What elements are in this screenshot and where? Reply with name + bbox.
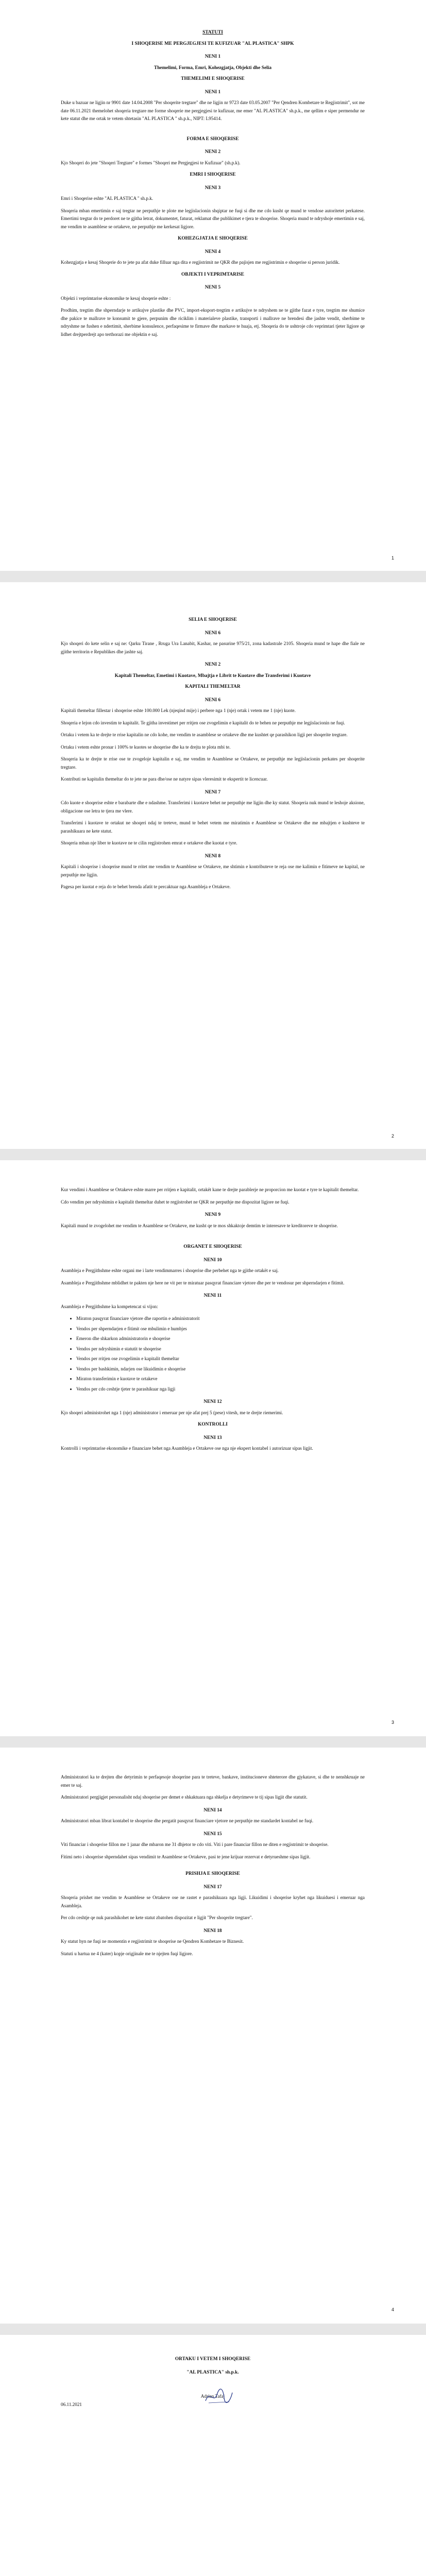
list-item: • Emeron dhe shkarkon administratorin e shoqerise — [76, 1335, 365, 1343]
list-item: • Vendos per cdo ceshtje tjeter te parashikuar nga ligji — [76, 1385, 365, 1394]
page-2 — [0, 582, 426, 1149]
page-separator — [0, 1149, 426, 1160]
paragraph: Asambleja e Pergjithshme mblidhet te pakten nje here ne vit per te miratuar pasqyrat financiare vjetore dhe per te vendosur per shperndarjen e fitimit. — [61, 1280, 345, 1285]
article-heading: NENI 1 — [205, 89, 221, 95]
competence-list — [76, 1315, 365, 1393]
sole-partner-title: ORTAKU I VETEM I SHOQERISE — [175, 2357, 251, 2362]
section-heading: THEMELIMI E SHOQERISE — [181, 76, 245, 81]
page-number: 4 — [391, 2307, 395, 2312]
paragraph: Shoqeria mban emertimin e saj tregtar ne perputhje te plote me legjislacionin shqiptar ne fuqi si dhe me cdo kusht qe mund te vendose autoritetet perkatese. Emertimi tregtar do te perdoret ne te gjitha letrat, dokumentet, faturat, reklamat dhe publikimet e tjera te shoqerise. Shoqeria mund te ndryshoje emertimin e saj, me vendim te asamblese se ortakeve, ne perputhje me kerkesat ligjore. — [61, 208, 365, 229]
paragraph: Kur vendimi i Asamblese se Ortakeve eshte marre per rritjen e kapitalit, ortakët kane te drejte parablerje ne proporcion me kuotat e tyre te kapitalit themeltar. — [61, 1187, 359, 1192]
article-heading: NENI 7 — [205, 789, 221, 795]
paragraph: Shoqeria prishet me vendim te Asamblese se Ortakeve ose ne rastet e parashikuara nga ligji. Likuidimi i shoqerise kryhet nga likuiduesi i emeruar nga Asambleja. — [61, 1895, 365, 1908]
administrator-name: Adrian Tafaj — [200, 2394, 225, 2399]
paragraph: Statuti u hartua ne 4 (kater) kopje origjinale me te njejten fuqi ligjore. — [61, 1951, 193, 1956]
page-5-content — [61, 2355, 365, 2377]
section-heading: KAPITALI THEMELTAR — [185, 684, 241, 689]
document-date: 06.11.2021 — [61, 2402, 82, 2407]
list-item: • Vendos per bashkimin, ndarjen ose likuidimin e shoqerise — [76, 1365, 365, 1374]
article-heading: NENI 2 — [205, 662, 221, 667]
page-2-content — [61, 613, 365, 895]
section-heading: ORGANET E SHOQERISE — [183, 1244, 242, 1249]
paragraph: Kjo shoqeri administrohet nga 1 (nje) administrator i emeruar per nje afat prej 5 (pese) vitesh, me te drejte riemerimi. — [61, 1410, 283, 1415]
paragraph: Shoqeria ka te drejte te rrise ose te zvogeloje kapitalin e saj, me vendim te Asamblese se Ortakeve, ne perputhje me legjislacionin perkates per shoqerite tregtare. — [61, 756, 365, 770]
section-heading: SELIA E SHOQERISE — [189, 617, 237, 622]
paragraph: Kjo Shoqeri do jete "Shoqeri Tregtare" e formes "Shoqeri me Pergjegjesi te Kufizuar" (sh.p.k). — [61, 160, 241, 165]
paragraph: Fitimi neto i shoqerise shperndahet sipas vendimit te Asamblese se Ortakeve, pasi te jene krijuar rezervat e detyrueshme sipas ligjit. — [61, 1854, 311, 1859]
paragraph: Viti financiar i shoqerise fillon me 1 janar dhe mbaron me 31 dhjetor te cdo viti. Viti i pare financiar fillon ne diten e regjistrimit te shoqerise. — [61, 1842, 329, 1847]
paragraph: Ortaku i vetem ka te drejte te rrise kapitalin ne cdo kohe, me vendim te asamblese se ortakeve dhe me kushtet qe parashikon ligji per shoqerite tregtare. — [61, 732, 348, 737]
section-heading: PRISHJA E SHOQERISE — [185, 1871, 240, 1876]
paragraph: Shoqeria mban nje liber te kuotave ne te cilin regjistrohen emrat e ortakeve dhe kuotat e tyre. — [61, 840, 237, 845]
article-heading: NENI 2 — [205, 149, 221, 155]
article-heading: NENI 6 — [205, 630, 221, 636]
article-heading: NENI 18 — [203, 1928, 222, 1934]
list-item: • Vendos per shperndarjen e fitimit ose mbulimin e humbjes — [76, 1325, 365, 1333]
list-item: • Vendos per rritjen ose zvogelimin e kapitalit themeltar — [76, 1355, 365, 1363]
paragraph: Ortaku i vetem eshte pronar i 100% te kuotes se shoqerise dhe ka te drejta te plota mbi te. — [61, 744, 231, 750]
article-heading: NENI 6 — [205, 697, 221, 703]
paragraph: Kapitali i shoqerise i shoqerise mund te rritet me vendim te Asamblese se Ortakeve, me shtimin e kontributeve te reja ose me kalimin e fitimeve ne kapital, ne perputhje me ligjin. — [61, 864, 365, 877]
list-item: • Vendos per ndryshimin e statutit te shoqerise — [76, 1345, 365, 1353]
paragraph: Asambleja e Pergjithshme eshte organi me i larte vendimmarres i shoqerise dhe perbehet nga te gjithe ortakët e saj. — [61, 1268, 279, 1273]
section-heading: EMRI I SHOQERISE — [190, 172, 236, 177]
paragraph: Kapitali mund te zvogelohet me vendim te Asamblese se Ortakeve, me kusht qe te mos shkaktoje demtim te interesave te kreditoreve te shoqerise. — [61, 1223, 338, 1228]
paragraph: Shoqeria e lejon cdo investim te kapitalit. Te gjitha investimet per rritjen ose zvogelimin e kapitalit do te behen ne perputhje me legjislacionin ne fuqi. — [61, 720, 345, 725]
paragraph: Kohezgjatja e kesaj Shoqerie do te jete pa afat duke filluar nga dita e regjistrimit ne QKR dhe pajisjen me regjistrimin e shoqerise si person juridik. — [61, 260, 340, 265]
article-heading: NENI 5 — [205, 285, 221, 290]
paragraph: Administratori mban librat kontabel te shoqerise dhe pergatit pasqyrat financiare vjetore ne perputhje me standardet kontabel ne fuqi. — [61, 1818, 314, 1823]
paragraph: Kjo shoqeri do kete selin e saj ne: Qarku Tirane , Rruga Ura Lanabit, Kashar, ne pasurine 975/21, zona kadastrale 2105. Shoqeria mund te hape dhe fiale ne gjithe territorin e Republikes dhe jashte saj. — [61, 641, 365, 654]
section-heading: KONTROLLI — [198, 1422, 228, 1427]
page-1 — [0, 0, 426, 571]
page-5 — [0, 2335, 426, 2576]
article-heading: NENI 8 — [205, 853, 221, 859]
article-heading: NENI 15 — [203, 1831, 222, 1837]
paragraph: Asambleja e Pergjithshme ka kompetencat si vijon: — [61, 1303, 158, 1309]
paragraph: Administratori ka te drejten dhe detyrimin te perfaqesoje shoqerine para te treteve, bankave, institucioneve shteterore dhe gjykatave, si dhe te nenshkruaje ne emer te saj. — [61, 1774, 365, 1788]
article-heading: NENI 14 — [203, 1807, 222, 1813]
page-separator — [0, 571, 426, 582]
page-4 — [0, 1748, 426, 2324]
paragraph: Per cdo ceshtje qe nuk parashikohet ne kete statut zbatohen dispozitat e ligjit "Per shoqerite tregtare". — [61, 1915, 253, 1920]
paragraph: Emri i Shoqerise eshte "AL PLASTICA " sh.p.k. — [61, 196, 154, 201]
article-heading: NENI 9 — [205, 1212, 221, 1217]
section-heading: FORMA E SHOQERISE — [186, 136, 239, 142]
signature-icon — [200, 2386, 234, 2407]
page-separator — [0, 1736, 426, 1748]
section-heading: OBJEKTI I VEPRIMTARISE — [181, 272, 245, 277]
page-1-content — [61, 26, 365, 343]
page-3 — [0, 1160, 426, 1736]
article-heading: NENI 13 — [203, 1435, 222, 1440]
page-3-content — [61, 1186, 365, 1457]
section-heading: Kapitali Themeltar, Emetimi i Kuotave, Mbajtja e Librit te Kuotave dhe Transferimi i Kuotave — [114, 673, 311, 679]
paragraph: Prodhim, tregtim dhe shperndarje te artikujve plastike dhe PVC, import-eksport-tregtim e artikujve te ndryshem ne te gjithe fazat e tyre, tregtim me shumice dhe pakice te mallrave te konsumit te gjere, perpunim dhe riciklim i materialeve plastike, transporti i mallrave ne brendesi dhe jashte vendit, sherbime te ndryshme ne fushen e ndertimit, sherbime konsulence, perfaqesime te firmave dhe markave te huaja, etj. Shoqeria do te ushtroje cdo veprimtari tjeter ligjore qe lidhet drejtperdrejt apo terthorazi me objektin e saj. — [61, 308, 365, 337]
article-heading: NENI 10 — [203, 1257, 222, 1263]
paragraph: Duke u bazuar ne ligjin nr 9901 date 14.04.2008 "Per shoqerite tregtare" dhe ne ligjin nr 9723 date 03.05.2007 "Per Qendren Kombetare te Regjistrimit", sot me date 06.11.2021 themelohet shoqeria tregtare me forme shoqerie me pergjegjesi te kufizuar, me emer "AL PLASTICA" sh.p.k., me qellim e siper permendur ne kete statut dhe me ortak te vetem shtetasin "AL PLASTICA " sh.p.k., NIPT: L95414. — [61, 100, 365, 121]
list-item: • Miraton pasqyrat financiare vjetore dhe raportin e administratorit — [76, 1315, 365, 1323]
paragraph: Kontributi ne kapitalin themeltar do te jete ne para dhe/ose ne natyre sipas vleresimit te ekspertit te licencuar. — [61, 776, 268, 782]
article-heading: NENI 12 — [203, 1399, 222, 1404]
article-heading: NENI 11 — [203, 1293, 222, 1298]
sole-partner-name: "AL PLASTICA" sh.p.k. — [186, 2369, 239, 2375]
statute-title: STATUTI — [202, 30, 223, 35]
paragraph: Pagesa per kuotat e reja do te behet brenda afatit te percaktuar nga Asambleja e Ortakeve. — [61, 884, 231, 889]
article-subtitle: Themelimi, Forma, Emri, Kohezgjatja, Objekti dhe Selia — [154, 65, 272, 71]
paragraph: Cdo vendim per ndryshimin e kapitalit themeltar duhet te regjistrohet ne QKR ne perputhje me dispozitat ligjore ne fuqi. — [61, 1199, 289, 1205]
article-heading: NENI 4 — [205, 249, 221, 255]
article-heading: NENI 1 — [205, 54, 221, 59]
paragraph: Kontrolli i veprimtarise ekonomike e financiare behet nga Asambleja e Ortakeve ose nga nje ekspert kontabel i autorizuar sipas ligjit. — [61, 1446, 313, 1451]
paragraph: Ky statut hyn ne fuqi ne momentin e regjistrimit te shoqerise ne Qendren Kombetare te Biznesit. — [61, 1939, 244, 1944]
paragraph: Kapitali themeltar fillestar i shoqerise eshte 100.000 Lek (njeqind mije) i perbere nga 1 (nje) ortak i vetem me 1 (nje) kuote. — [61, 708, 296, 713]
paragraph: Transferimi i kuotave te ortakut ne shoqeri ndaj te treteve, mund te behet vetem me miratimin e Asamblese se Ortakeve dhe me mbajtjen e kushteve te parashikuara ne kete statut. — [61, 820, 365, 834]
article-heading: NENI 17 — [203, 1884, 222, 1890]
statute-main-title: I SHOQERISE ME PERGJEGJESI TE KUFIZUAR "AL PLASTICA" SHPK — [131, 41, 294, 46]
article-heading: NENI 3 — [205, 185, 221, 191]
section-heading: KOHEZGJATJA E SHOQERISE — [178, 236, 248, 241]
page-number: 1 — [391, 555, 395, 561]
page-number: 2 — [391, 1133, 395, 1139]
paragraph: Objekti i veprimtarise ekonomike te kesaj shoqerie eshte : — [61, 295, 171, 301]
page-4-content — [61, 1773, 365, 1962]
list-item: • Miraton transferimin e kuotave te ortakeve — [76, 1375, 365, 1383]
page-number: 3 — [391, 1720, 395, 1725]
paragraph: Cdo kuote e shoqerise eshte e barabarte dhe e ndashme. Transferimi i kuotave behet ne perputhje me ligjin dhe ky statut. Shoqeria nuk mund te leshoje aksione, obligacione ose letra te tjera me vlere. — [61, 800, 365, 814]
paragraph: Administratori pergjigjet personalisht ndaj shoqerise per demet e shkaktuara nga shkelja e detyrimeve te tij sipas ligjit dhe statutit. — [61, 1794, 308, 1800]
page-separator — [0, 2324, 426, 2335]
